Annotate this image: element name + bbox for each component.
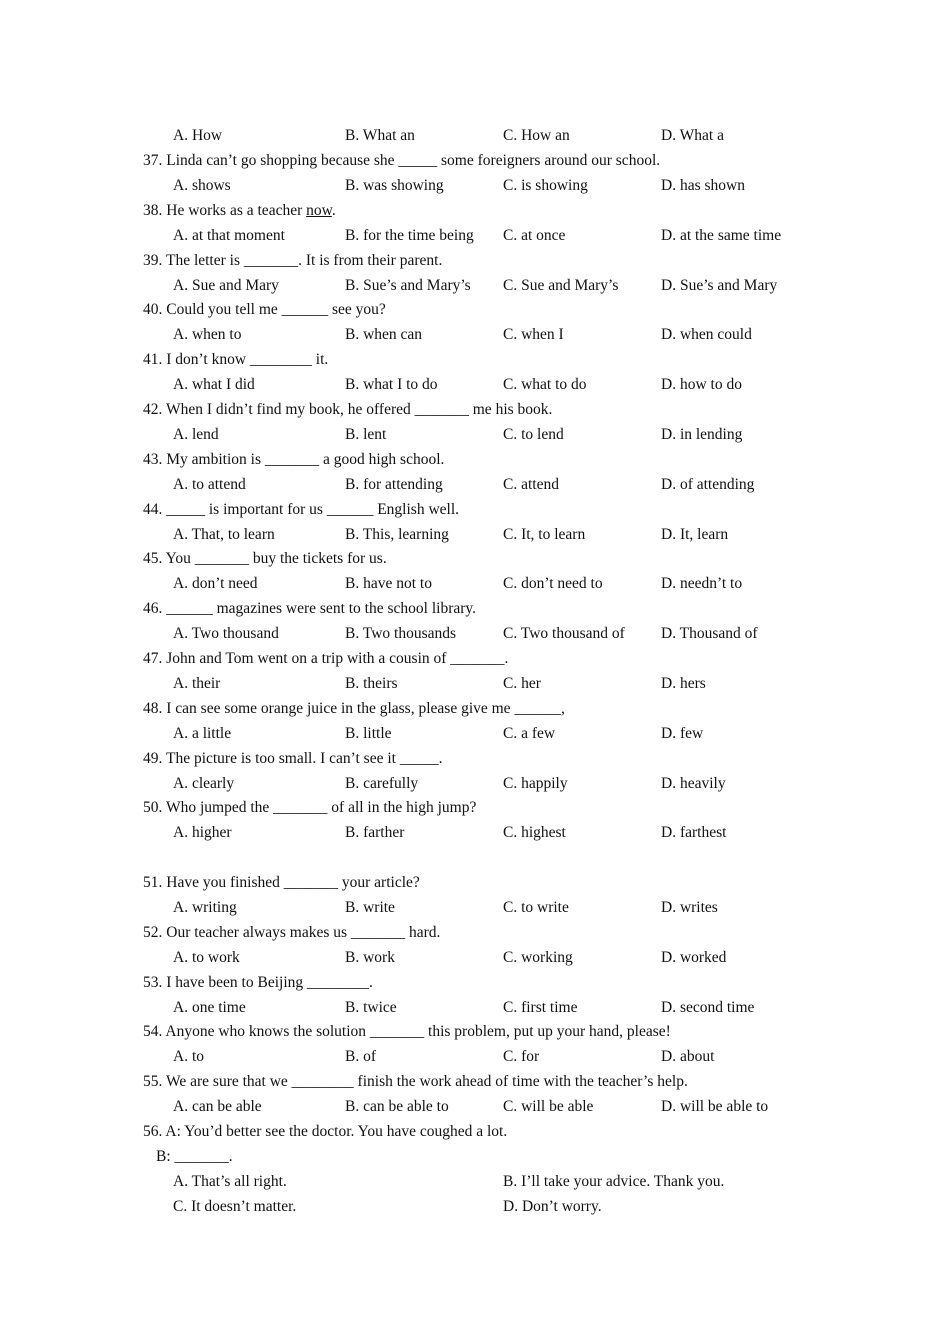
- option-a: A. shows: [173, 177, 231, 194]
- option-c: C. at once: [503, 227, 566, 244]
- option-d: D. What a: [661, 127, 724, 144]
- question-text-end: .: [331, 202, 336, 219]
- option-b: B. write: [345, 899, 395, 916]
- option-a: A. higher: [173, 824, 232, 841]
- question-42: 42. When I didn’t find my book, he offered _______ me his book.: [143, 401, 553, 418]
- option-d: D. about: [661, 1048, 715, 1065]
- question-39: 39. The letter is _______. It is from their parent.: [143, 252, 443, 269]
- option-b: B. work: [345, 949, 395, 966]
- option-d: D. Don’t worry.: [503, 1198, 602, 1215]
- option-a: A. clearly: [173, 775, 235, 792]
- option-d: D. heavily: [661, 775, 726, 792]
- option-b: B. carefully: [345, 775, 419, 792]
- option-d: D. writes: [661, 899, 718, 916]
- option-a: A. can be able: [173, 1098, 262, 1115]
- question-55: 55. We are sure that we ________ finish the work ahead of time with the teacher’s help.: [143, 1073, 688, 1090]
- option-a: A. to: [173, 1048, 204, 1065]
- option-d: D. Thousand of: [661, 625, 758, 642]
- question-56: 56. A: You’d better see the doctor. You have coughed a lot.: [143, 1123, 508, 1140]
- option-a: A. their: [173, 675, 221, 692]
- underlined-word: now: [306, 202, 332, 219]
- option-c: C. It doesn’t matter.: [173, 1198, 297, 1215]
- option-a: A. Two thousand: [173, 625, 279, 642]
- option-b: B. for attending: [345, 476, 443, 493]
- option-d: D. of attending: [661, 476, 755, 493]
- option-c: C. don’t need to: [503, 575, 603, 592]
- option-b: B. lent: [345, 426, 387, 443]
- question-51: 51. Have you finished _______ your article?: [143, 874, 420, 891]
- question-text: 38. He works as a teacher: [143, 202, 307, 219]
- option-b: B. Two thousands: [345, 625, 457, 642]
- option-d: D. hers: [661, 675, 706, 692]
- option-a: A. Sue and Mary: [173, 277, 279, 294]
- option-c: C. How an: [503, 127, 570, 144]
- option-a: A. writing: [173, 899, 237, 916]
- option-c: C. It, to learn: [503, 526, 586, 543]
- question-37: 37. Linda can’t go shopping because she _____ some foreigners around our school.: [143, 152, 661, 169]
- option-d: D. when could: [661, 326, 752, 343]
- option-b: B. I’ll take your advice. Thank you.: [503, 1173, 725, 1190]
- option-c: C. will be able: [503, 1098, 594, 1115]
- option-c: C. first time: [503, 999, 578, 1016]
- question-44: 44. _____ is important for us ______ English well.: [143, 501, 460, 518]
- option-c: C. happily: [503, 775, 568, 792]
- option-b: B. twice: [345, 999, 397, 1016]
- question-43: 43. My ambition is _______ a good high school.: [143, 451, 445, 468]
- option-c: C. working: [503, 949, 573, 966]
- question-40: 40. Could you tell me ______ see you?: [143, 301, 386, 318]
- option-d: D. how to do: [661, 376, 742, 393]
- option-b: B. when can: [345, 326, 423, 343]
- option-d: D. worked: [661, 949, 727, 966]
- option-c: C. Two thousand of: [503, 625, 625, 642]
- option-b: B. farther: [345, 824, 405, 841]
- question-47: 47. John and Tom went on a trip with a cousin of _______.: [143, 650, 509, 667]
- option-a: A. don’t need: [173, 575, 258, 592]
- option-a: A. That’s all right.: [173, 1173, 287, 1190]
- option-a: A. That, to learn: [173, 526, 275, 543]
- option-b: B. can be able to: [345, 1098, 449, 1115]
- option-b: B. of: [345, 1048, 376, 1065]
- question-48: 48. I can see some orange juice in the glass, please give me ______,: [143, 700, 565, 717]
- option-b: B. theirs: [345, 675, 398, 692]
- option-c: C. Sue and Mary’s: [503, 277, 619, 294]
- option-d: D. will be able to: [661, 1098, 769, 1115]
- option-d: D. farthest: [661, 824, 727, 841]
- option-b: B. This, learning: [345, 526, 449, 543]
- option-b: B. What an: [345, 127, 415, 144]
- option-a: A. at that moment: [173, 227, 285, 244]
- question-50: 50. Who jumped the _______ of all in the high jump?: [143, 799, 477, 816]
- option-a: A. lend: [173, 426, 219, 443]
- option-c: C. to write: [503, 899, 569, 916]
- option-a: A. to work: [173, 949, 240, 966]
- question-41: 41. I don’t know ________ it.: [143, 351, 329, 368]
- option-d: D. second time: [661, 999, 755, 1016]
- option-b: B. what I to do: [345, 376, 438, 393]
- option-b: B. have not to: [345, 575, 432, 592]
- option-d: D. needn’t to: [661, 575, 743, 592]
- option-a: A. to attend: [173, 476, 246, 493]
- option-a: A. what I did: [173, 376, 255, 393]
- option-c: C. is showing: [503, 177, 588, 194]
- question-46: 46. ______ magazines were sent to the school library.: [143, 600, 477, 617]
- option-d: D. Sue’s and Mary: [661, 277, 778, 294]
- option-d: D. has shown: [661, 177, 745, 194]
- option-d: D. few: [661, 725, 704, 742]
- option-d: D. It, learn: [661, 526, 729, 543]
- question-45: 45. You _______ buy the tickets for us.: [143, 550, 387, 567]
- option-c: C. attend: [503, 476, 559, 493]
- question-49: 49. The picture is too small. I can’t see it _____.: [143, 750, 443, 767]
- option-d: D. in lending: [661, 426, 743, 443]
- option-b: B. was showing: [345, 177, 444, 194]
- option-a: A. one time: [173, 999, 246, 1016]
- question-52: 52. Our teacher always makes us _______ hard.: [143, 924, 441, 941]
- option-c: C. for: [503, 1048, 540, 1065]
- option-d: D. at the same time: [661, 227, 782, 244]
- option-c: C. a few: [503, 725, 556, 742]
- option-c: C. what to do: [503, 376, 587, 393]
- option-c: C. when I: [503, 326, 564, 343]
- question-38: [143, 201, 336, 221]
- question-54: 54. Anyone who knows the solution _______ this problem, put up your hand, please!: [143, 1023, 671, 1040]
- dialogue-reply: B: _______.: [156, 1148, 233, 1165]
- option-b: B. for the time being: [345, 227, 474, 244]
- option-a: A. when to: [173, 326, 242, 343]
- question-53: 53. I have been to Beijing ________.: [143, 974, 373, 991]
- option-a: A. How: [173, 127, 223, 144]
- option-b: B. Sue’s and Mary’s: [345, 277, 471, 294]
- option-c: C. highest: [503, 824, 566, 841]
- option-c: C. to lend: [503, 426, 564, 443]
- option-a: A. a little: [173, 725, 232, 742]
- option-c: C. her: [503, 675, 541, 692]
- option-b: B. little: [345, 725, 392, 742]
